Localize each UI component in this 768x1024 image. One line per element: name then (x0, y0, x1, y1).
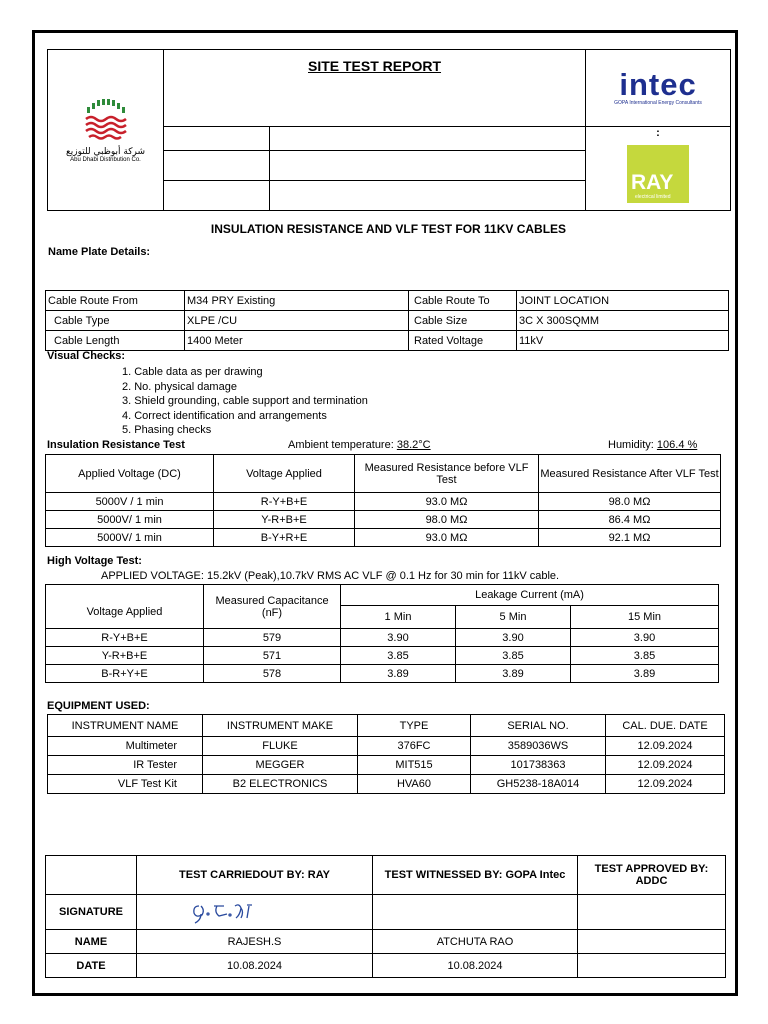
date-ray: 10.08.2024 (137, 954, 373, 978)
hv-cell: 3.90 (341, 629, 456, 647)
cable-size-label: Cable Size (409, 311, 517, 331)
handwritten-signature (137, 896, 373, 929)
cable-length-label: Cable Length (46, 331, 185, 351)
rated-voltage-label: Rated Voltage (409, 331, 517, 351)
equip-cell: Multimeter (48, 737, 203, 756)
rated-voltage-value: 11kV (517, 331, 729, 351)
signature-ray (137, 895, 373, 930)
ir-cell: 5000V/ 1 min (46, 529, 214, 547)
name-plate-label: Name Plate Details: (48, 246, 151, 258)
visual-checks-label: Visual Checks: (47, 350, 126, 362)
table-row (46, 629, 719, 647)
ir-cell: 93.0 MΩ (355, 493, 539, 511)
route-from-label: Cable Route From (46, 291, 185, 311)
signature-label: SIGNATURE (46, 895, 137, 930)
addc-logo-cell (48, 50, 164, 211)
header-blank-1a (164, 127, 270, 151)
equip-header-name: INSTRUMENT NAME (48, 715, 203, 737)
addc-name-ar: شركة أبوظبي للتوزيع (65, 147, 146, 157)
hv-header-voltage: Voltage Applied (46, 585, 204, 629)
name-addc (578, 930, 726, 954)
header-blank-2b (270, 151, 586, 181)
hv-cell: 3.89 (456, 665, 571, 683)
ir-cell: 5000V/ 1 min (46, 511, 214, 529)
ir-cell: 93.0 MΩ (355, 529, 539, 547)
table-row (46, 665, 719, 683)
equip-header-make: INSTRUMENT MAKE (203, 715, 358, 737)
visual-check-item: 5. Phasing checks (122, 424, 212, 437)
test-witnessed-by: TEST WITNESSED BY: GOPA Intec (373, 856, 578, 895)
hv-cell: R-Y+B+E (46, 629, 204, 647)
ambient-temperature (288, 439, 431, 451)
addc-logo-icon (81, 97, 131, 147)
hv-table (45, 584, 719, 683)
equip-cell: B2 ELECTRONICS (203, 775, 358, 794)
ray-logo-text: RAY (631, 171, 674, 194)
hv-cell: 3.90 (571, 629, 719, 647)
ambient-value: 38.2°C (396, 439, 431, 451)
visual-check-item: 1. Cable data as per drawing (122, 366, 263, 378)
cable-details-table (45, 290, 729, 351)
hv-cell: 571 (204, 647, 341, 665)
equip-cell: 12.09.2024 (606, 737, 725, 756)
cable-type-value: XLPE /CU (185, 311, 409, 331)
ir-test-label: Insulation Resistance Test (47, 439, 185, 451)
hv-cell: 3.85 (571, 647, 719, 665)
equipment-label: EQUIPMENT USED: (47, 700, 150, 712)
hv-cell: 3.90 (456, 629, 571, 647)
ir-cell: 92.1 MΩ (539, 529, 721, 547)
equip-cell: 3589036WS (471, 737, 606, 756)
hv-header-leakage: Leakage Current (mA) (341, 585, 719, 606)
equip-cell: VLF Test Kit (48, 775, 203, 794)
header-blank-3b (270, 181, 586, 211)
name-gopa: ATCHUTA RAO (373, 930, 578, 954)
equip-cell: 376FC (358, 737, 471, 756)
cable-type-label: Cable Type (46, 311, 185, 331)
name-label: NAME (46, 930, 137, 954)
equip-cell: 12.09.2024 (606, 756, 725, 775)
hv-cell: 3.85 (341, 647, 456, 665)
table-row (48, 756, 725, 775)
equip-cell: FLUKE (203, 737, 358, 756)
header-colon: : (656, 127, 660, 139)
ir-header-before: Measured Resistance before VLF Test (355, 455, 539, 493)
ir-header-applied-voltage: Applied Voltage (DC) (46, 455, 214, 493)
hv-cell: B-R+Y+E (46, 665, 204, 683)
hv-cell: 3.85 (456, 647, 571, 665)
ray-logo-cell (586, 127, 731, 211)
equip-header-cal: CAL. DUE. DATE (606, 715, 725, 737)
ir-cell: 86.4 MΩ (539, 511, 721, 529)
ir-cell: 98.0 MΩ (539, 493, 721, 511)
hv-test-label: High Voltage Test: (47, 555, 142, 567)
visual-check-item: 2. No. physical damage (122, 380, 237, 393)
equip-cell: 12.09.2024 (606, 775, 725, 794)
hv-cell: 3.89 (571, 665, 719, 683)
ir-header-voltage-applied: Voltage Applied (214, 455, 355, 493)
hv-header-15min: 15 Min (571, 606, 719, 629)
route-to-value: JOINT LOCATION (517, 291, 729, 311)
date-gopa: 10.08.2024 (373, 954, 578, 978)
date-addc (578, 954, 726, 978)
equip-cell: IR Tester (48, 756, 203, 775)
cable-length-value: 1400 Meter (185, 331, 409, 351)
sign-blank-corner (46, 856, 137, 895)
ray-logo-subtitle: electrical limited (635, 194, 671, 200)
hv-cell: 3.89 (341, 665, 456, 683)
hv-header-5min: 5 Min (456, 606, 571, 629)
route-from-value: M34 PRY Existing (185, 291, 409, 311)
visual-check-item: 4. Correct identification and arrangements (122, 409, 327, 422)
name-ray: RAJESH.S (137, 930, 373, 954)
intec-subtitle: GOPA International Energy Consultants (614, 100, 702, 106)
signature-table (45, 855, 726, 978)
header-blank-3a (164, 181, 270, 211)
ir-header-after: Measured Resistance After VLF Test (539, 455, 721, 493)
ir-cell: B-Y+R+E (214, 529, 355, 547)
table-row (48, 775, 725, 794)
header-blank-1b (270, 127, 586, 151)
signature-gopa (373, 895, 578, 930)
test-carried-by: TEST CARRIEDOUT BY: RAY (137, 856, 373, 895)
equipment-table (47, 714, 725, 794)
table-row (46, 493, 721, 511)
ir-cell: R-Y+B+E (214, 493, 355, 511)
ir-table (45, 454, 721, 547)
header-table (47, 49, 731, 211)
cable-size-value: 3C X 300SQMM (517, 311, 729, 331)
equip-cell: MIT515 (358, 756, 471, 775)
route-to-label: Cable Route To (409, 291, 517, 311)
hv-cell: Y-R+B+E (46, 647, 204, 665)
table-row (46, 647, 719, 665)
section-title: INSULATION RESISTANCE AND VLF TEST FOR 11KV CABLES (210, 222, 567, 236)
table-row (46, 511, 721, 529)
hv-cell: 578 (204, 665, 341, 683)
ir-cell: Y-R+B+E (214, 511, 355, 529)
ray-logo (627, 145, 689, 203)
title-cell (164, 50, 586, 127)
equip-header-serial: SERIAL NO. (471, 715, 606, 737)
equip-cell: MEGGER (203, 756, 358, 775)
equip-header-type: TYPE (358, 715, 471, 737)
table-row (46, 529, 721, 547)
humidity (608, 439, 697, 451)
equip-cell: 101738363 (471, 756, 606, 775)
ambient-label: Ambient temperature: (288, 439, 394, 451)
page-title: SITE TEST REPORT (308, 58, 442, 74)
equip-cell: HVA60 (358, 775, 471, 794)
date-label: DATE (46, 954, 137, 978)
signature-addc (578, 895, 726, 930)
intec-logo: intec (619, 67, 697, 102)
addc-name-en: Abu Dhabi Distribution Co. (70, 157, 141, 163)
hv-header-capacitance: Measured Capacitance (nF) (204, 585, 341, 629)
hv-applied-voltage: APPLIED VOLTAGE: 15.2kV (Peak),10.7kV RMS AC VLF @ 0.1 Hz for 30 min for 11kV cable. (101, 570, 560, 582)
intec-logo-cell (586, 50, 731, 127)
hv-header-1min: 1 Min (341, 606, 456, 629)
visual-check-item: 3. Shield grounding, cable support and termination (122, 395, 368, 408)
humidity-value: 106.4 % (656, 439, 698, 451)
ir-cell: 98.0 MΩ (355, 511, 539, 529)
hv-cell: 579 (204, 629, 341, 647)
table-row (48, 737, 725, 756)
visual-checks-list (122, 365, 368, 438)
ir-cell: 5000V / 1 min (46, 493, 214, 511)
humidity-label: Humidity: (608, 439, 654, 451)
equip-cell: GH5238-18A014 (471, 775, 606, 794)
test-approved-by: TEST APPROVED BY: ADDC (578, 856, 726, 895)
header-blank-2a (164, 151, 270, 181)
